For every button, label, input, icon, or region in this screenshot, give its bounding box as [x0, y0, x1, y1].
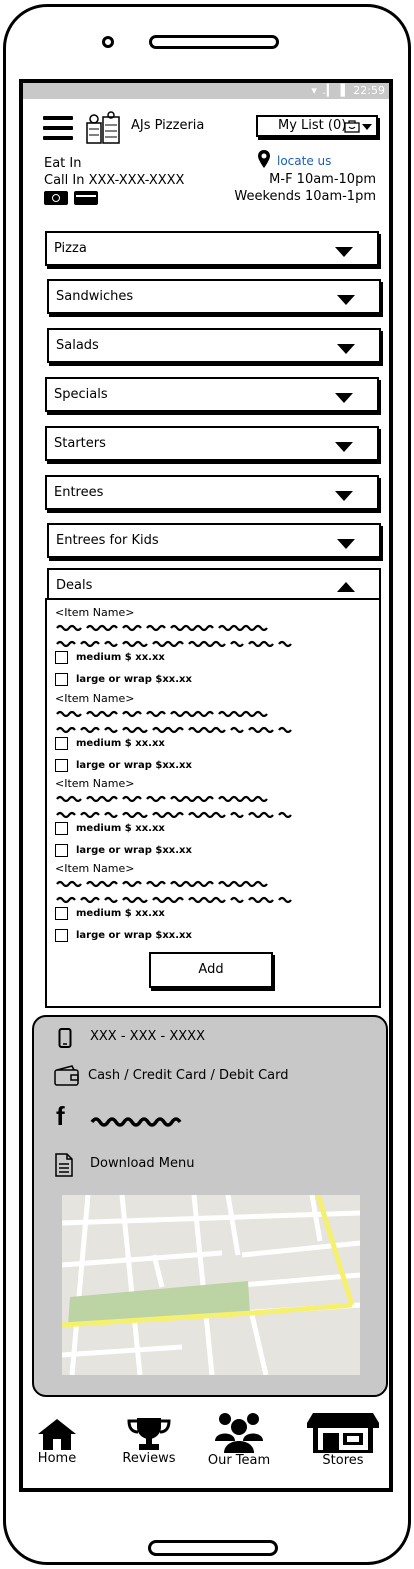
description-placeholder: [55, 705, 371, 737]
my-list-button[interactable]: [256, 115, 378, 137]
chevron-down-icon: [337, 344, 355, 354]
screen: [19, 79, 393, 1492]
chevron-up-icon: [337, 582, 355, 592]
section-sandwiches[interactable]: [47, 279, 381, 314]
option-label: medium $ xx.xx: [76, 738, 165, 749]
add-button[interactable]: Add: [149, 952, 273, 988]
deal-item: [55, 606, 371, 695]
section-entrees[interactable]: [45, 475, 379, 510]
checkbox[interactable]: [55, 844, 68, 857]
chevron-down-icon: [337, 539, 355, 549]
location-pin-icon[interactable]: [257, 149, 271, 169]
my-list-label: My List (0): [278, 118, 347, 133]
tab-reviews[interactable]: [121, 1417, 177, 1466]
tab-stores[interactable]: [307, 1411, 379, 1468]
deal-item: [55, 777, 371, 866]
description-placeholder: [55, 619, 371, 651]
payment-methods: Cash / Credit Card / Debit Card: [88, 1068, 289, 1083]
chevron-down-icon: [335, 393, 353, 403]
deal-item-name: <Item Name>: [55, 606, 135, 619]
section-label: Pizza: [54, 241, 87, 256]
deal-item-name: <Item Name>: [55, 862, 135, 875]
cash-icon: [44, 191, 68, 205]
checkbox[interactable]: [55, 737, 68, 750]
tab-label: Reviews: [122, 1451, 176, 1466]
checkbox[interactable]: [55, 929, 68, 942]
order-info: [44, 155, 184, 189]
section-specials[interactable]: [45, 377, 379, 412]
chevron-down-icon: [335, 442, 353, 452]
pizzeria-logo-icon: [85, 111, 123, 145]
section-label: Starters: [54, 436, 106, 451]
team-icon: [214, 1411, 264, 1453]
bottom-tab-bar: [23, 1405, 389, 1488]
section-label: Specials: [54, 387, 108, 402]
option-medium[interactable]: [55, 651, 371, 673]
status-time: 22:59: [353, 84, 385, 97]
phone-number: XXX - XXX - XXXX: [90, 1029, 205, 1044]
tab-label: Home: [37, 1451, 77, 1466]
deal-item: [55, 692, 371, 781]
section-salads[interactable]: [47, 328, 381, 363]
section-label: Sandwiches: [56, 289, 134, 304]
eat-in-text: Eat In: [44, 156, 82, 171]
camera-icon: [102, 36, 114, 48]
hours-weekend: Weekends 10am-1pm: [234, 189, 376, 204]
checkbox[interactable]: [55, 759, 68, 772]
option-label: medium $ xx.xx: [76, 908, 165, 919]
deal-item-name: <Item Name>: [55, 777, 135, 790]
wallet-icon: [54, 1065, 80, 1087]
payment-icons: [44, 190, 104, 209]
section-label: Entrees: [54, 485, 104, 500]
option-label: large or wrap $xx.xx: [76, 845, 192, 856]
option-label: medium $ xx.xx: [76, 823, 165, 834]
deal-item-name: <Item Name>: [55, 692, 135, 705]
hamburger-menu-icon[interactable]: [43, 116, 73, 140]
section-pizza[interactable]: [45, 231, 379, 266]
status-icons: ▾ .▎▐: [311, 84, 346, 97]
facebook-name-placeholder: [90, 1113, 186, 1129]
call-in-text[interactable]: Call In XXX-XXX-XXXX: [44, 173, 185, 188]
checkbox[interactable]: [55, 673, 68, 686]
checkbox[interactable]: [55, 822, 68, 835]
section-label: Deals: [56, 578, 93, 593]
deals-panel: [45, 598, 381, 1008]
facebook-icon: f: [56, 1101, 65, 1131]
option-medium[interactable]: [55, 822, 371, 844]
locate-us-link[interactable]: locate us: [277, 154, 332, 168]
phone-icon: [58, 1028, 72, 1048]
store-info-card: [32, 1015, 388, 1397]
chevron-down-icon: [335, 247, 353, 257]
deal-item: [55, 862, 371, 951]
section-label: Entrees for Kids: [56, 533, 159, 548]
trophy-icon: [126, 1417, 172, 1451]
document-icon: [54, 1153, 74, 1177]
tab-label: Stores: [322, 1453, 364, 1468]
option-label: large or wrap $xx.xx: [76, 760, 192, 771]
option-medium[interactable]: [55, 737, 371, 759]
chevron-down-icon: [362, 124, 372, 130]
download-menu-link: Download Menu: [90, 1156, 195, 1171]
store-map[interactable]: [62, 1195, 360, 1375]
option-label: large or wrap $xx.xx: [76, 674, 192, 685]
speaker-grille: [149, 35, 279, 49]
credit-card-icon: [74, 191, 98, 205]
tab-home[interactable]: [35, 1417, 79, 1466]
section-entrees-for-kids[interactable]: [47, 523, 381, 558]
shopping-bag-icon: [344, 119, 360, 133]
description-placeholder: [55, 875, 371, 907]
chevron-down-icon: [337, 295, 355, 305]
hours-weekday: M-F 10am-10pm: [269, 172, 376, 187]
option-label: medium $ xx.xx: [76, 652, 165, 663]
opening-hours: [234, 171, 376, 205]
brand-name: AJs Pizzeria: [131, 118, 205, 133]
chevron-down-icon: [335, 491, 353, 501]
tab-label: Our Team: [207, 1453, 271, 1468]
description-placeholder: [55, 790, 371, 822]
option-medium[interactable]: [55, 907, 371, 929]
checkbox[interactable]: [55, 907, 68, 920]
store-icon: [307, 1411, 379, 1453]
option-large[interactable]: [55, 929, 371, 951]
checkbox[interactable]: [55, 651, 68, 664]
tab-our-team[interactable]: [207, 1411, 271, 1468]
option-label: large or wrap $xx.xx: [76, 930, 192, 941]
section-label: Salads: [56, 338, 99, 353]
status-bar: [23, 83, 389, 99]
home-hardware-button[interactable]: [148, 1540, 278, 1556]
home-icon: [36, 1417, 78, 1451]
section-starters[interactable]: [45, 426, 379, 461]
